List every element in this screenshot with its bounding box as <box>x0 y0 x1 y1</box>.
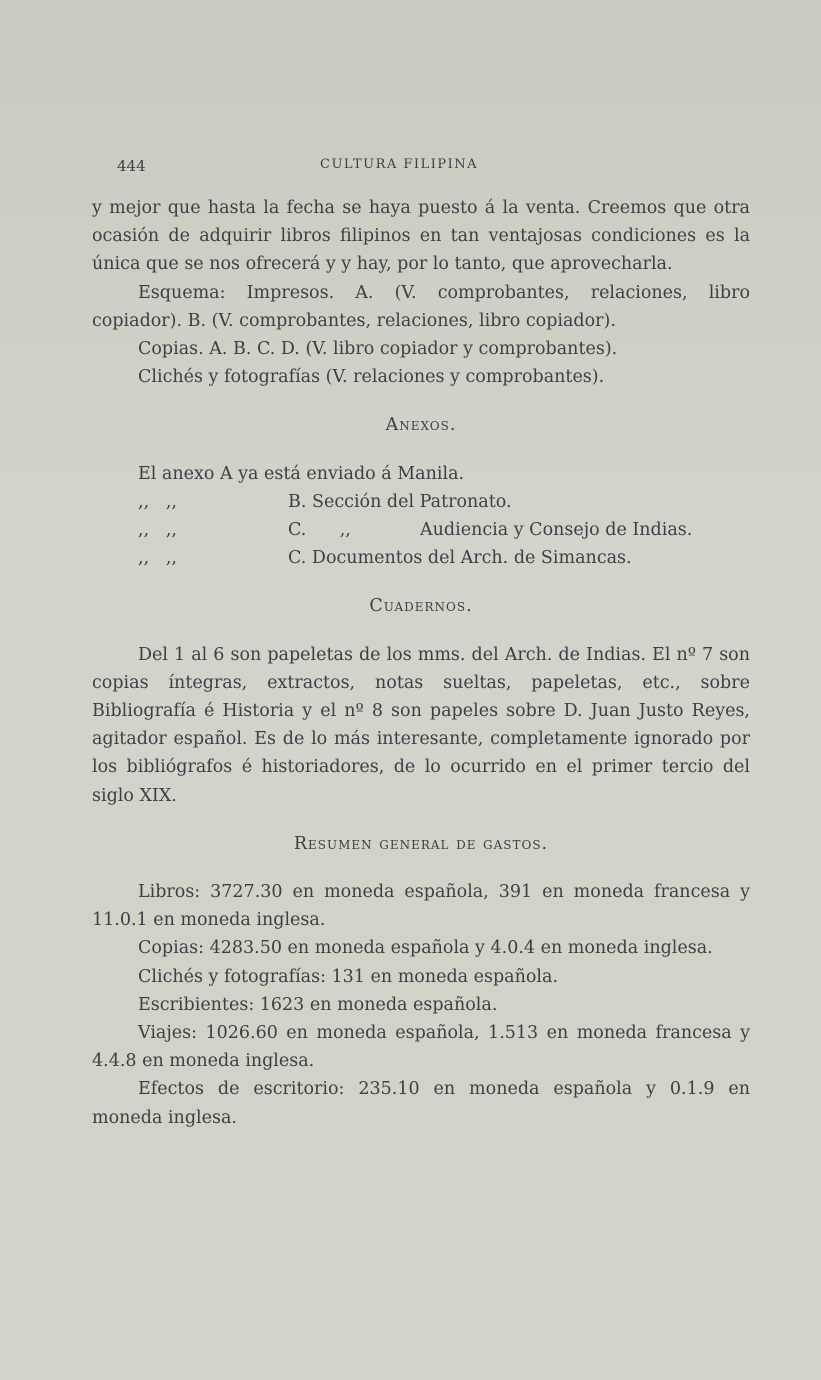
paragraph-esquema: Esquema: Impresos. A. (V. comprobantes, relaciones, libro copiador). B. (V. comprobantes, relaciones, libro copiador). <box>92 282 750 331</box>
ditto-marks: ,, ,, <box>138 548 177 569</box>
anexo-letter: B. <box>288 491 307 512</box>
heading-anexos: Anexos. <box>385 415 457 436</box>
ditto-marks: ,, ,, <box>138 491 177 512</box>
gasto-cliches: Clichés y fotografías: 131 en moneda española. <box>138 966 559 987</box>
anexo-line-c2 <box>92 544 750 572</box>
heading-resumen: Resumen general de gastos. <box>293 833 549 854</box>
paragraph-cuadernos: Del 1 al 6 son papeletas de los mms. del Arch. de Indias. El nº 7 son copias íntegras, extractos, notas sueltas, papeletas, etc., sobre Bibliografía é Historia y el nº 8 son papeles sobre D. Juan Justo Reyes, agitador español. Es de lo más interesante, completamente ignorado por los bibliógrafos é historiadores, de lo ocurrido en el primer tercio del siglo XIX. <box>92 644 750 806</box>
anexo-letter: C. ,, <box>288 520 351 541</box>
ditto-marks: ,, ,, <box>138 520 177 541</box>
gasto-libros: Libros: 3727.30 en moneda española, 391 en moneda francesa y 11.0.1 en moneda inglesa. <box>92 882 750 931</box>
page-number: 444 <box>117 157 146 175</box>
anexo-letter: C. <box>288 548 307 569</box>
anexo-text: Audiencia y Consejo de Indias. <box>420 520 693 541</box>
gasto-efectos: Efectos de escritorio: 235.10 en moneda española y 0.1.9 en moneda inglesa. <box>92 1079 750 1128</box>
heading-cuadernos: Cuadernos. <box>369 596 473 617</box>
anexo-text: Documentos del Arch. de Simancas. <box>311 548 632 569</box>
page-body <box>92 194 750 1132</box>
paragraph-copias: Copias. A. B. C. D. (V. libro copiador y comprobantes). <box>138 339 618 360</box>
page-header <box>117 157 753 181</box>
anexo-line-a: El anexo A ya está enviado á Manila. <box>138 463 465 484</box>
paragraph-cliches: Clichés y fotografías (V. relaciones y comprobantes). <box>138 367 605 388</box>
anexo-text: Sección del Patronato. <box>312 491 512 512</box>
anexo-line-c1 <box>92 516 750 544</box>
gasto-copias: Copias: 4283.50 en moneda española y 4.0.4 en moneda inglesa. <box>138 938 713 959</box>
gasto-viajes: Viajes: 1026.60 en moneda española, 1.513 en moneda francesa y 4.4.8 en moneda inglesa. <box>92 1023 750 1072</box>
paragraph-continuation: y mejor que hasta la fecha se haya puesto á la venta. Creemos que otra ocasión de adquirir libros filipinos en tan ventajosas condiciones es la única que se nos ofrecerá y y hay, por lo tanto, que aprovecharla. <box>92 198 750 275</box>
anexo-line-b <box>92 488 750 516</box>
gasto-escribientes: Escribientes: 1623 en moneda española. <box>138 994 498 1015</box>
running-title: CULTURA FILIPINA <box>320 157 478 172</box>
